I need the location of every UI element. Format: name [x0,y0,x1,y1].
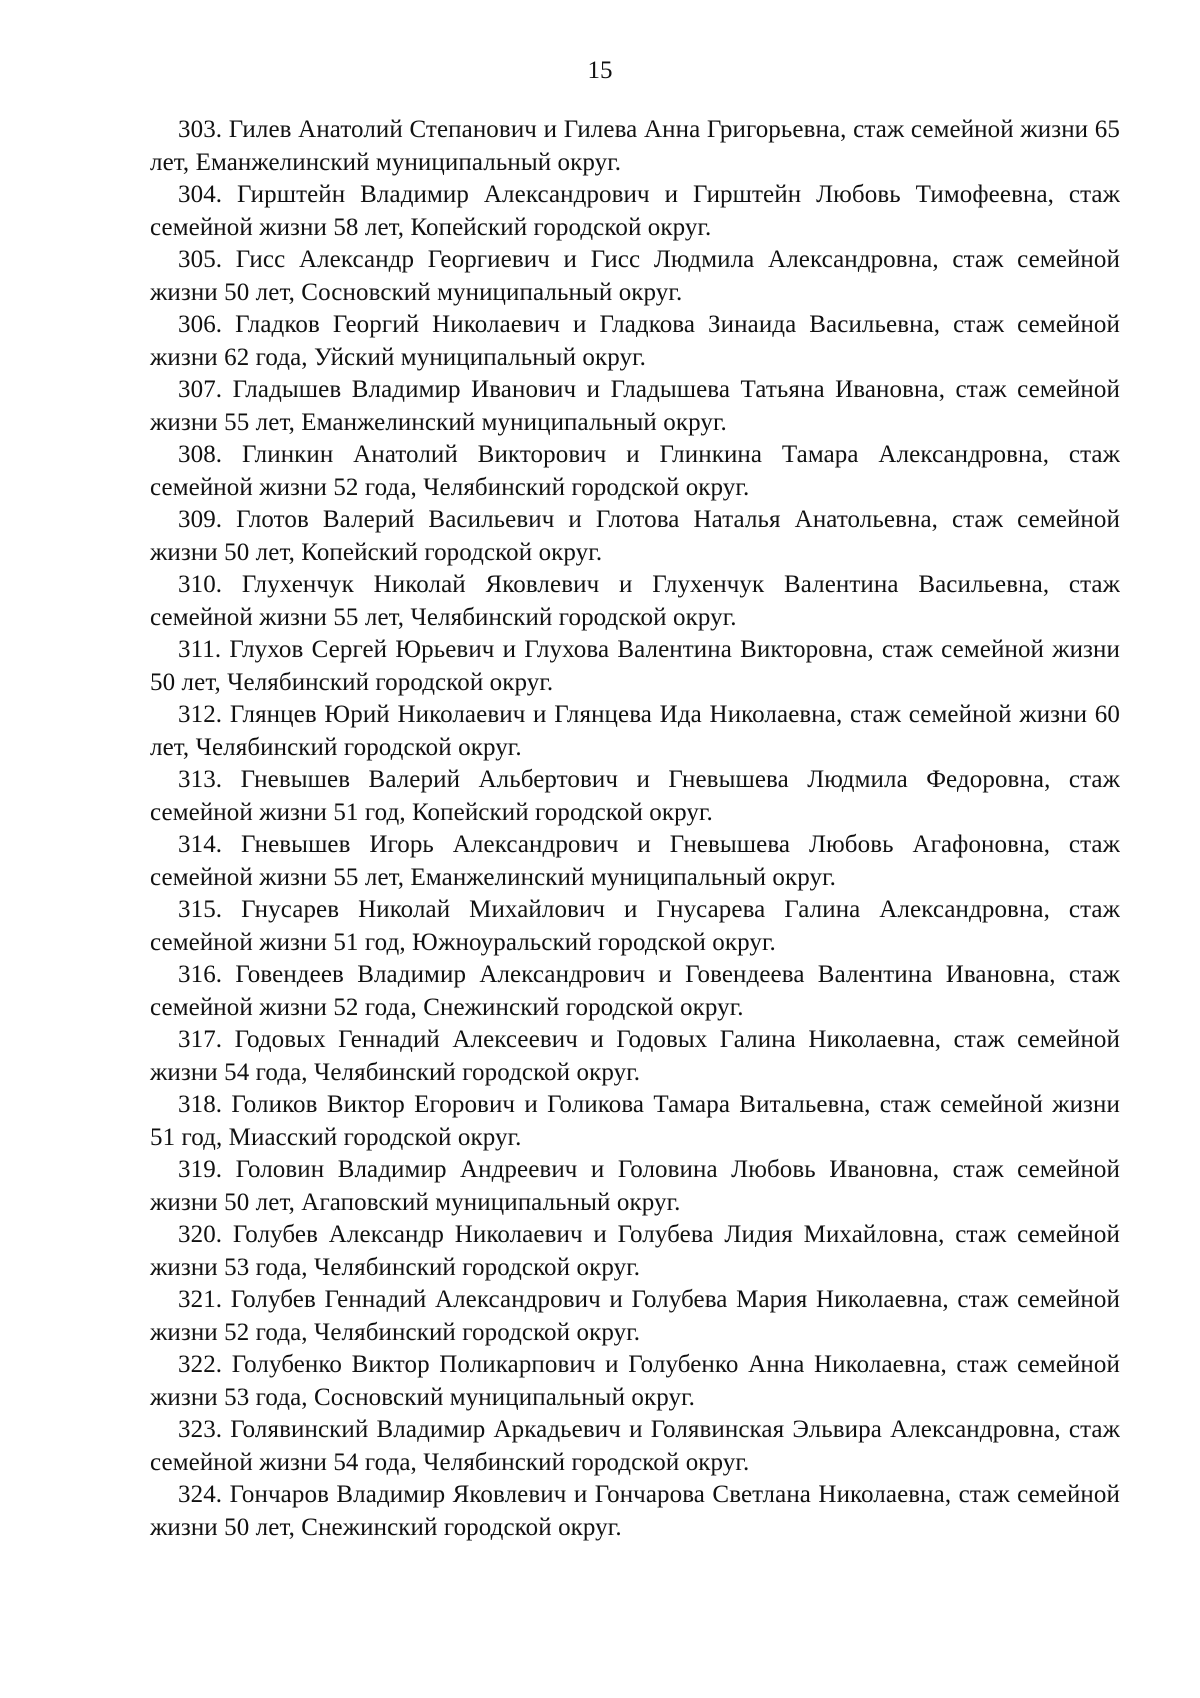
list-item: 311. Глухов Сергей Юрьевич и Глухова Валентина Викторовна, стаж семейной жизни 50 лет, Челябинский городской округ. [150,636,1120,696]
list-item: 315. Гнусарев Николай Михайлович и Гнусарева Галина Александровна, стаж семейной жизни 51 год, Южноуральский городской округ. [150,896,1120,956]
list-item: 310. Глухенчук Николай Яковлевич и Глухенчук Валентина Васильевна, стаж семейной жизни 55 лет, Челябинский городской округ. [150,571,1120,631]
list-item: 319. Головин Владимир Андреевич и Головина Любовь Ивановна, стаж семейной жизни 50 лет, Агаповский муниципальный округ. [150,1156,1120,1216]
list-item: 314. Гневышев Игорь Александрович и Гневышева Любовь Агафоновна, стаж семейной жизни 55 лет, Еманжелинский муниципальный округ. [150,831,1120,891]
list-item: 309. Глотов Валерий Васильевич и Глотова Наталья Анатольевна, стаж семейной жизни 50 лет, Копейский городской округ. [150,506,1120,566]
list-item: 322. Голубенко Виктор Поликарпович и Голубенко Анна Николаевна, стаж семейной жизни 53 года, Сосновский муниципальный округ. [150,1351,1120,1411]
list-item: 307. Гладышев Владимир Иванович и Гладышева Татьяна Ивановна, стаж семейной жизни 55 лет, Еманжелинский муниципальный округ. [150,376,1120,436]
list-item: 303. Гилев Анатолий Степанович и Гилева Анна Григорьевна, стаж семейной жизни 65 лет, Еманжелинский муниципальный округ. [150,116,1120,176]
list-item: 320. Голубев Александр Николаевич и Голубева Лидия Михайловна, стаж семейной жизни 53 года, Челябинский городской округ. [150,1221,1120,1281]
page-number: 15 [587,57,613,84]
list-item: 305. Гисс Александр Георгиевич и Гисс Людмила Александровна, стаж семейной жизни 50 лет, Сосновский муниципальный округ. [150,246,1120,306]
list-item: 306. Гладков Георгий Николаевич и Гладкова Зинаида Васильевна, стаж семейной жизни 62 года, Уйский муниципальный округ. [150,311,1120,371]
list-item: 321. Голубев Геннадий Александрович и Голубева Мария Николаевна, стаж семейной жизни 52 года, Челябинский городской округ. [150,1286,1120,1346]
list-item: 308. Глинкин Анатолий Викторович и Глинкина Тамара Александровна, стаж семейной жизни 52 года, Челябинский городской округ. [150,441,1120,501]
list-item: 317. Годовых Геннадий Алексеевич и Годовых Галина Николаевна, стаж семейной жизни 54 года, Челябинский городской округ. [150,1026,1120,1086]
list-item: 312. Глянцев Юрий Николаевич и Глянцева Ида Николаевна, стаж семейной жизни 60 лет, Челябинский городской округ. [150,701,1120,761]
list-item: 323. Голявинский Владимир Аркадьевич и Голявинская Эльвира Александровна, стаж семейной жизни 54 года, Челябинский городской округ. [150,1416,1120,1476]
entry-list [150,114,1120,1544]
list-item: 324. Гончаров Владимир Яковлевич и Гончарова Светлана Николаевна, стаж семейной жизни 50 лет, Снежинский городской округ. [150,1481,1120,1541]
list-item: 304. Гирштейн Владимир Александрович и Гирштейн Любовь Тимофеевна, стаж семейной жизни 58 лет, Копейский городской округ. [150,181,1120,241]
list-item: 318. Голиков Виктор Егорович и Голикова Тамара Витальевна, стаж семейной жизни 51 год, Миасский городской округ. [150,1091,1120,1151]
list-item: 316. Говендеев Владимир Александрович и Говендеева Валентина Ивановна, стаж семейной жизни 52 года, Снежинский городской округ. [150,961,1120,1021]
list-item: 313. Гневышев Валерий Альбертович и Гневышева Людмила Федоровна, стаж семейной жизни 51 год, Копейский городской округ. [150,766,1120,826]
